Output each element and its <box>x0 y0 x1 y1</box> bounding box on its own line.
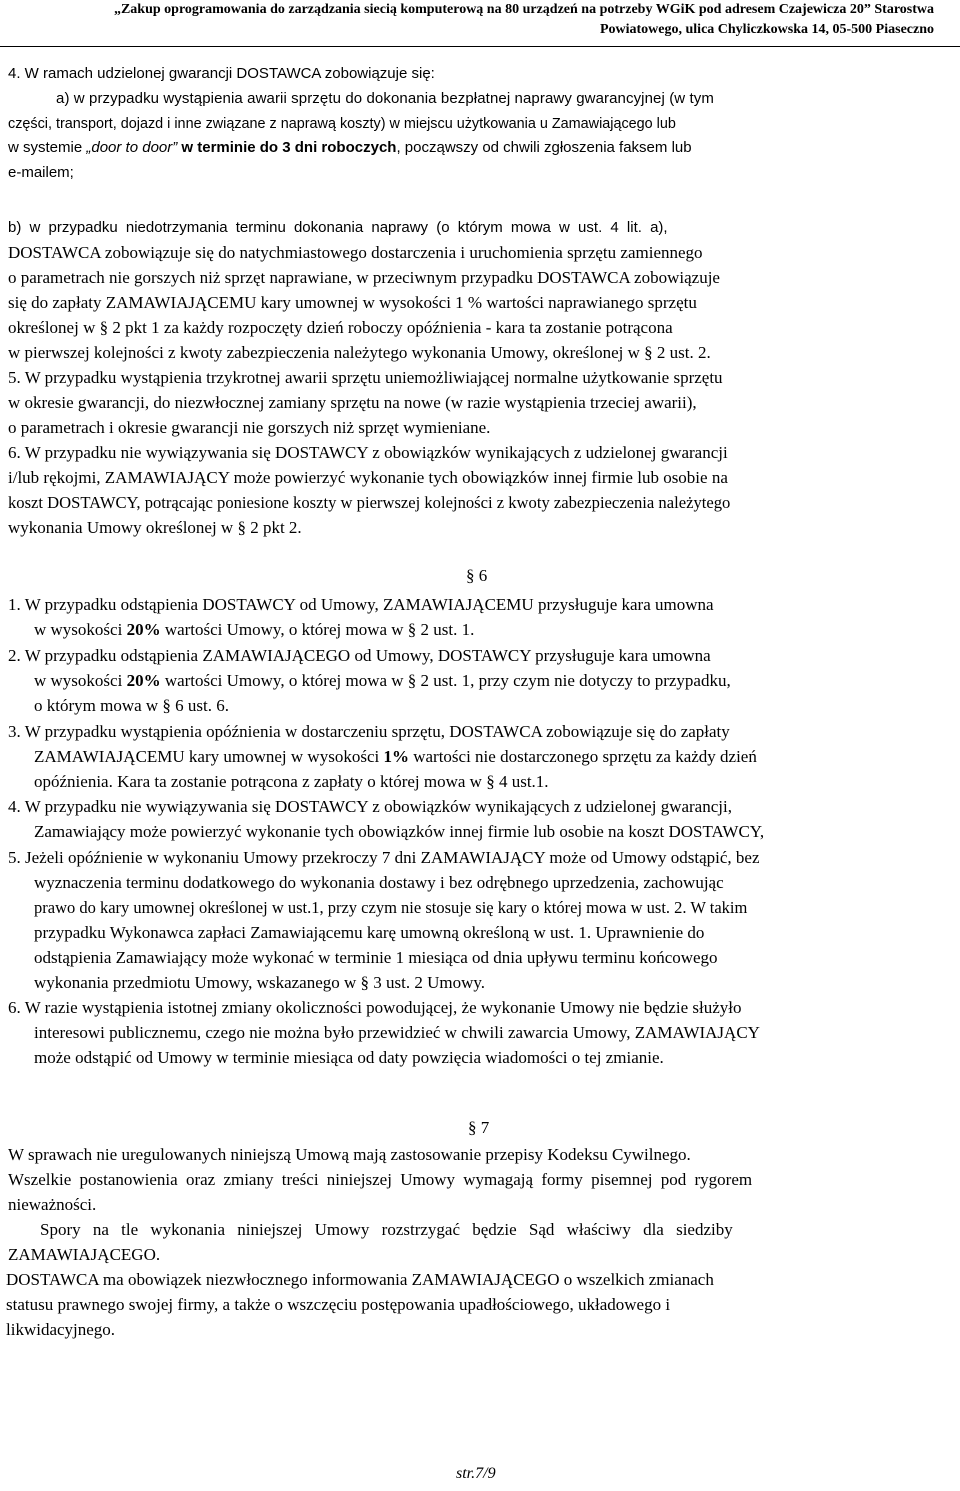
section-6-item-5-line-2: wyznaczenia terminu dodatkowego do wykonania dostawy i bez odrębnego uprzedzenia, zachowując <box>34 873 724 892</box>
text-kary-umownej: ZAMAWIAJĄCEMU kary umownej w wysokości <box>34 747 384 766</box>
section-6-item-5-line-6: wykonania przedmiotu Umowy, wskazanego w § 3 ust. 2 Umowy. <box>34 973 486 992</box>
text-1-percent: 1% <box>383 747 409 766</box>
section-6-item-5-line-1: 5. Jeżeli opóźnienie w wykonaniu Umowy przekroczy 7 dni ZAMAWIAJĄCY może od Umowy odstąpić, bez <box>8 848 760 867</box>
section-6-item-3-line-1: 3. W przypadku wystąpienia opóźnienia w dostarczeniu sprzętu, DOSTAWCA zobowiązuje się do zapłaty <box>8 722 730 741</box>
text-3-days: w terminie do 3 dni roboczych <box>177 139 397 156</box>
section-6-item-6-line-1: 6. W razie wystąpienia istotnej zmiany okoliczności powodującej, że wykonanie Umowy nie będzie służyło <box>8 998 742 1017</box>
paragraph-5-line-2: w okresie gwarancji, do niezwłocznej zamiany sprzętu na nowe (w razie wystąpienia trzeciej awarii), <box>8 393 697 412</box>
section-7-line-4: Spory na tle wykonania niniejszej Umowy rozstrzygać będzie Sąd właściwy dla siedziby <box>40 1220 733 1239</box>
section-6-heading: § 6 <box>466 566 488 585</box>
paragraph-4a-line-3 <box>8 136 954 161</box>
text-w-wysokosci-2: w wysokości <box>34 671 127 690</box>
section-6-item-2-line-3: o którym mowa w § 6 ust. 6. <box>34 696 230 715</box>
section-6-item-2-line-1: 2. W przypadku odstąpienia ZAMAWIAJĄCEGO od Umowy, DOSTAWCY przysługuje kara umowna <box>8 646 711 665</box>
paragraph-5-line-1: 5. W przypadku wystąpienia trzykrotnej awarii sprzętu uniemożliwiającej normalne użytkowanie sprzętu <box>8 368 723 387</box>
section-6-item-2-line-2 <box>34 669 954 693</box>
section-7-line-2: Wszelkie postanowienia oraz zmiany treści niniejszej Umowy wymagają formy pisemnej pod rygorem <box>8 1170 753 1189</box>
text-w-wysokosci: w wysokości <box>34 620 127 639</box>
paragraph-4a-line-4: e-mailem; <box>8 164 74 181</box>
text-wartosci-sprzetu: wartości nie dostarczonego sprzętu za każdy dzień <box>408 747 757 766</box>
section-6-item-6-line-3: może odstąpić od Umowy w terminie miesiąca od daty powzięcia wiadomości o tej zmianie. <box>34 1048 664 1067</box>
paragraph-4a-line-1: a) w przypadku wystąpienia awarii sprzętu do dokonania bezpłatnej naprawy gwarancyjnej (w tym <box>56 90 714 107</box>
text-20-percent-2: 20% <box>126 671 161 690</box>
paragraph-4-intro: 4. W ramach udzielonej gwarancji DOSTAWCA zobowiązuje się: <box>8 65 435 82</box>
paragraph-4b-line-2: DOSTAWCA zobowiązuje się do natychmiastowego dostarczenia i uruchomienia sprzętu zamiennego <box>8 243 703 262</box>
paragraph-4b-line-6: w pierwszej kolejności z kwoty zabezpieczenia należytego wykonania Umowy, określonej w § 2 ust. 2. <box>8 343 711 362</box>
section-6-item-5-line-3: prawo do kary umownej określonej w ust.1, przy czym nie stosuje się kary o której mowa w ust. 2. W takim <box>34 898 748 917</box>
paragraph-4b-line-4: się do zapłaty ZAMAWIAJĄCEMU kary umownej w wysokości 1 % wartości naprawianego sprzętu <box>8 293 697 312</box>
page-header <box>0 0 960 40</box>
section-7-line-6: DOSTAWCA ma obowiązek niezwłocznego informowania ZAMAWIAJĄCEGO o wszelkich zmianach <box>6 1270 714 1289</box>
text-in-system: w systemie <box>8 139 87 156</box>
paragraph-6-line-3: koszt DOSTAWCY, potrącając poniesione koszty w pierwszej kolejności z kwoty zabezpieczenia należytego <box>8 493 731 512</box>
paragraph-4b-line-1: b) w przypadku niedotrzymania terminu dokonania naprawy (o którym mowa w ust. 4 lit. a), <box>8 219 668 236</box>
section-6-item-4-line-2: Zamawiający może powierzyć wykonanie tych obowiązków innej firmie lub osobie na koszt DOSTAWCY, <box>34 822 765 841</box>
header-line-2: Powiatowego, ulica Chyliczkowska 14, 05-500 Piaseczno <box>599 22 934 37</box>
text-door-to-door: „door to door” <box>86 139 178 156</box>
paragraph-4b-line-3: o parametrach nie gorszych niż sprzęt naprawiane, w przeciwnym przypadku DOSTAWCA zobowiązuje <box>8 268 720 287</box>
section-6-item-1-line-1: 1. W przypadku odstąpienia DOSTAWCY od Umowy, ZAMAWIAJĄCEMU przysługuje kara umowna <box>8 595 714 614</box>
section-6-item-6-line-2: interesowi publicznemu, czego nie można było przewidzieć w chwili zawarcia Umowy, ZAMAWIAJĄCY <box>34 1023 760 1042</box>
page-number: str.7/9 <box>456 1465 496 1482</box>
paragraph-5-line-3: o parametrach i okresie gwarancji nie gorszych niż sprzęt wymieniane. <box>8 418 491 437</box>
paragraph-6-line-2: i/lub rękojmi, ZAMAWIAJĄCY może powierzyć wykonanie tych obowiązków innej firmie lub osobie na <box>8 468 728 487</box>
text-wartosci-umowy: wartości Umowy, o której mowa w § 2 ust. 1. <box>160 620 475 639</box>
paragraph-6-line-4: wykonania Umowy określonej w § 2 pkt 2. <box>8 518 302 537</box>
header-line-1: „Zakup oprogramowania do zarządzania siecią komputerową na 80 urządzeń na potrzeby WGiK pod adresem Czajewicza 20” Starostwa <box>113 2 934 17</box>
header-divider <box>0 46 960 47</box>
text-20-percent: 20% <box>126 620 161 639</box>
section-7-line-7: statusu prawnego swojej firmy, a także o wszczęciu postępowania upadłościowego, układowego i <box>6 1295 671 1314</box>
section-7-line-1: W sprawach nie uregulowanych niniejszą Umową mają zastosowanie przepisy Kodeksu Cywilnego. <box>8 1145 691 1164</box>
section-7-line-5: ZAMAWIAJĄCEGO. <box>8 1245 161 1264</box>
section-6-item-3-line-3: opóźnienia. Kara ta zostanie potrącona z zapłaty o której mowa w § 4 ust.1. <box>34 772 549 791</box>
section-6-item-5-line-4: przypadku Wykonawca zapłaci Zamawiającemu karę umowną określoną w ust. 1. Uprawnienie do <box>34 923 705 942</box>
section-6-item-5-line-5: odstąpienia Zamawiający może wykonać w terminie 1 miesiąca od dnia upływu terminu końcowego <box>34 948 718 967</box>
text-from-report: , począwszy od chwili zgłoszenia faksem lub <box>396 139 692 156</box>
section-6-item-1-line-2 <box>34 618 954 642</box>
section-6-item-3-line-2 <box>34 745 954 769</box>
paragraph-4a-line-2: części, transport, dojazd i inne związane z naprawą koszty) w miejscu użytkowania u Zamawiającego lub <box>8 116 676 132</box>
section-7-line-3: nieważności. <box>8 1195 97 1214</box>
section-7-line-8: likwidacyjnego. <box>6 1320 116 1339</box>
section-6-item-4-line-1: 4. W przypadku nie wywiązywania się DOSTAWCY z obowiązków wynikających z udzielonej gwarancji, <box>8 797 732 816</box>
section-7-heading: § 7 <box>468 1118 490 1137</box>
paragraph-4b-line-5: określonej w § 2 pkt 1 za każdy rozpoczęty dzień roboczy opóźnienia - kara ta zostanie potrącona <box>8 318 673 337</box>
paragraph-6-line-1: 6. W przypadku nie wywiązywania się DOSTAWCY z obowiązków wynikających z udzielonej gwarancji <box>8 443 728 462</box>
text-wartosci-umowy-2: wartości Umowy, o której mowa w § 2 ust. 1, przy czym nie dotyczy to przypadku, <box>160 671 731 690</box>
